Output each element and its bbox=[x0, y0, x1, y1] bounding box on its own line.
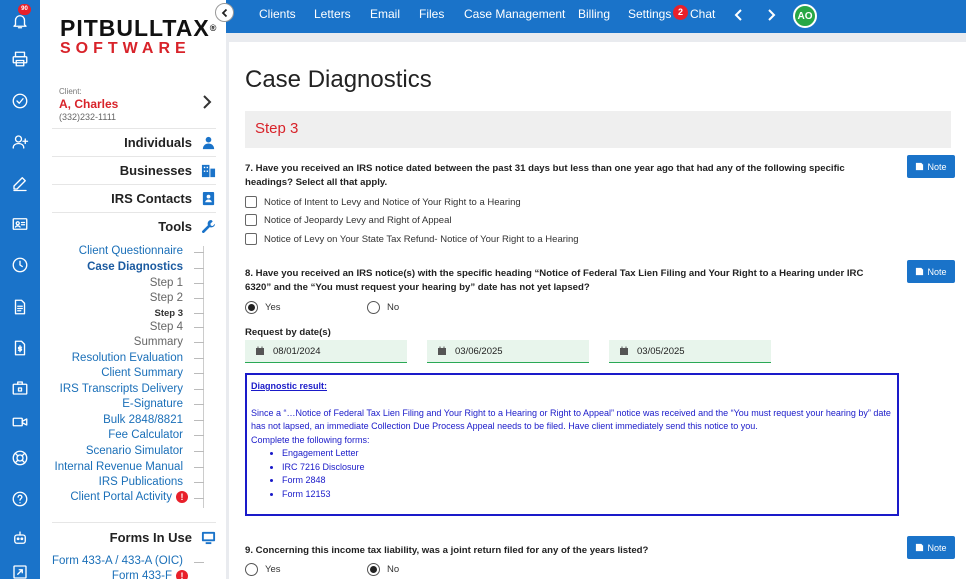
export-icon[interactable] bbox=[8, 560, 32, 579]
page-title: Case Diagnostics bbox=[245, 66, 432, 93]
chevron-right-icon[interactable] bbox=[200, 94, 214, 110]
list-item: • Form 12153 bbox=[282, 488, 893, 502]
date-field-3[interactable] bbox=[609, 340, 771, 363]
main-content bbox=[229, 42, 966, 579]
diagnostic-result-box bbox=[245, 373, 899, 516]
q9-yes-radio[interactable] bbox=[245, 563, 281, 576]
nav-files[interactable]: Files bbox=[419, 7, 445, 21]
notification-badge: 90 bbox=[18, 4, 31, 15]
contact-book-icon bbox=[200, 190, 216, 206]
nav-clients[interactable]: Clients bbox=[259, 7, 296, 21]
check-circle-icon[interactable] bbox=[8, 89, 32, 113]
step-title: Step 3 bbox=[255, 120, 299, 137]
tool-irs-publications[interactable]: IRS Publications bbox=[98, 476, 183, 488]
radio[interactable] bbox=[245, 301, 258, 314]
checkbox[interactable] bbox=[245, 233, 257, 245]
printer-icon[interactable] bbox=[8, 47, 32, 71]
note-label: Note bbox=[927, 266, 947, 277]
monitor-icon bbox=[200, 530, 216, 546]
note-button[interactable] bbox=[907, 155, 955, 178]
section-individuals[interactable] bbox=[52, 128, 216, 155]
video-icon[interactable] bbox=[8, 410, 32, 434]
q8-yes-radio[interactable] bbox=[245, 301, 281, 314]
list-item: • Engagement Letter bbox=[282, 447, 893, 461]
calendar-icon bbox=[437, 346, 447, 356]
q9-no-radio[interactable] bbox=[367, 563, 399, 576]
q7-option-1[interactable] bbox=[245, 196, 521, 208]
client-label: Client: bbox=[59, 87, 82, 96]
tool-client-questionnaire[interactable]: Client Questionnaire bbox=[78, 245, 183, 257]
option-label: Notice of Intent to Levy and Notice of Your Right to a Hearing bbox=[264, 196, 521, 208]
option-label: Notice of Levy on Your State Tax Refund- Notice of Your Right to a Hearing bbox=[264, 233, 579, 245]
diagnostic-complete-label: Complete the following forms: bbox=[251, 434, 370, 445]
section-label: Forms In Use bbox=[109, 530, 192, 545]
step-3-link[interactable]: Step 3 bbox=[154, 308, 183, 319]
help-icon[interactable] bbox=[8, 487, 32, 511]
request-dates-label: Request by date(s) bbox=[245, 327, 331, 338]
id-card-icon[interactable] bbox=[8, 212, 32, 236]
person-icon bbox=[200, 134, 216, 150]
radio[interactable] bbox=[367, 301, 380, 314]
radio[interactable] bbox=[367, 563, 380, 576]
summary-link[interactable]: Summary bbox=[133, 336, 183, 348]
checkbox[interactable] bbox=[245, 214, 257, 226]
section-irs-contacts[interactable] bbox=[52, 184, 216, 211]
note-button[interactable] bbox=[907, 536, 955, 559]
radio-label: Yes bbox=[265, 564, 281, 575]
question-8: 8. Have you received an IRS notice(s) with the specific heading “Notice of Federal Tax Lien Filing and Your Right to a Hearing under IRC 6320” and the “You must request your hearing by” date has not yet lapsed? bbox=[245, 268, 864, 293]
form-433a-link[interactable]: Form 433-A / 433-A (OIC) bbox=[51, 555, 183, 567]
robot-icon[interactable] bbox=[8, 526, 32, 550]
clock-icon[interactable] bbox=[8, 253, 32, 277]
nav-letters[interactable]: Letters bbox=[314, 7, 351, 21]
section-forms-in-use[interactable] bbox=[52, 522, 216, 552]
radio-label: No bbox=[387, 564, 400, 575]
required-forms-list bbox=[282, 447, 893, 501]
chevron-right-icon[interactable] bbox=[766, 9, 776, 21]
chevron-left-icon bbox=[220, 8, 230, 18]
pencil-icon[interactable] bbox=[8, 171, 32, 195]
tool-internal-revenue-manual[interactable]: Internal Revenue Manual bbox=[54, 461, 183, 473]
question-7: 7. Have you received an IRS notice dated between the past 31 days but less than one year ago that had any of the following specific headings? Select all that apply. bbox=[245, 163, 845, 188]
dollar-document-icon[interactable] bbox=[8, 336, 32, 360]
question-9: 9. Concerning this income tax liability, was a joint return filed for any of the years listed? bbox=[245, 545, 649, 556]
nav-billing[interactable]: Billing bbox=[578, 7, 611, 21]
lifebuoy-icon[interactable] bbox=[8, 446, 32, 470]
wrench-icon bbox=[200, 218, 216, 234]
q7-option-3[interactable] bbox=[245, 233, 579, 245]
option-label: Notice of Jeopardy Levy and Right of Appeal bbox=[264, 214, 452, 226]
form-label: Form 433-F bbox=[111, 570, 172, 579]
step-2-link[interactable]: Step 2 bbox=[149, 292, 183, 304]
section-label: Businesses bbox=[119, 162, 192, 178]
tool-irs-transcripts-delivery[interactable]: IRS Transcripts Delivery bbox=[59, 383, 183, 395]
tool-fee-calculator[interactable]: Fee Calculator bbox=[108, 429, 183, 441]
diagnostic-body: Since a “…Notice of Federal Tax Lien Filing and Your Right to a Hearing or Right to Appeal” notice was received and the “You must request your hearing by” date has not lapsed, an immediate Collection Due Process Appeal needs to be filed. Have client immediately send this notice to you. bbox=[251, 407, 891, 431]
diagnostic-heading: Diagnostic result: bbox=[251, 381, 328, 391]
note-label: Note bbox=[927, 542, 947, 553]
nav-email[interactable]: Email bbox=[370, 7, 401, 21]
document-icon[interactable] bbox=[8, 295, 32, 319]
nav-settings[interactable]: Settings bbox=[628, 7, 672, 21]
logo-subtext: SOFTWARE bbox=[60, 40, 191, 57]
form-433f-link[interactable] bbox=[112, 570, 188, 579]
tool-scenario-simulator[interactable]: Scenario Simulator bbox=[85, 445, 183, 457]
tool-case-diagnostics[interactable]: Case Diagnostics bbox=[87, 261, 183, 273]
radio-label: Yes bbox=[265, 302, 281, 313]
add-user-icon[interactable] bbox=[8, 130, 32, 154]
q7-option-2[interactable] bbox=[245, 214, 451, 226]
logo-text: PITBULLTAX bbox=[60, 15, 210, 41]
chevron-left-icon[interactable] bbox=[734, 9, 744, 21]
step-header bbox=[245, 111, 951, 148]
step-1-link[interactable]: Step 1 bbox=[149, 277, 183, 289]
checkbox[interactable] bbox=[245, 196, 257, 208]
calendar-icon bbox=[619, 346, 629, 356]
collapse-sidebar-button[interactable] bbox=[215, 3, 234, 22]
tool-client-summary[interactable]: Client Summary bbox=[101, 367, 183, 379]
alert-badge: ! bbox=[176, 570, 188, 579]
registered-mark: ® bbox=[209, 23, 218, 33]
nav-chat[interactable]: Chat bbox=[690, 7, 716, 21]
note-button[interactable] bbox=[907, 260, 955, 283]
tool-e-signature[interactable]: E-Signature bbox=[122, 398, 183, 410]
sidebar bbox=[40, 0, 226, 579]
date-value: 08/01/2024 bbox=[273, 345, 321, 357]
note-icon bbox=[915, 267, 924, 276]
user-avatar[interactable]: AO bbox=[793, 4, 817, 28]
logo bbox=[60, 16, 217, 58]
date-field-1[interactable] bbox=[245, 340, 407, 363]
list-item: • IRC 7216 Disclosure bbox=[282, 461, 893, 475]
alert-badge: ! bbox=[176, 491, 188, 503]
note-label: Note bbox=[927, 161, 947, 172]
q8-no-radio[interactable] bbox=[367, 301, 399, 314]
radio-label: No bbox=[387, 302, 400, 313]
calendar-icon bbox=[255, 346, 265, 356]
section-businesses[interactable] bbox=[52, 156, 216, 183]
note-icon bbox=[915, 543, 924, 552]
tools-tree-line bbox=[203, 246, 204, 508]
step-4-link[interactable]: Step 4 bbox=[149, 321, 183, 333]
briefcase-lock-icon[interactable] bbox=[8, 376, 32, 400]
section-label: Individuals bbox=[124, 134, 192, 150]
date-value: 03/06/2025 bbox=[455, 345, 503, 357]
note-icon bbox=[915, 162, 924, 171]
section-tools[interactable] bbox=[52, 212, 216, 239]
chat-badge: 2 bbox=[673, 5, 688, 20]
icon-rail bbox=[0, 0, 40, 579]
nav-case-management[interactable]: Case Management bbox=[464, 7, 566, 21]
radio[interactable] bbox=[245, 563, 258, 576]
top-nav bbox=[226, 0, 966, 33]
tool-label: Client Portal Activity bbox=[70, 491, 172, 504]
list-item: • Form 2848 bbox=[282, 474, 893, 488]
tool-bulk-2848-8821[interactable]: Bulk 2848/8821 bbox=[103, 414, 183, 426]
section-label: IRS Contacts bbox=[111, 190, 192, 206]
date-field-2[interactable] bbox=[427, 340, 589, 363]
tool-client-portal-activity[interactable] bbox=[70, 491, 188, 503]
section-label: Tools bbox=[158, 218, 192, 234]
client-phone: (332)232-1111 bbox=[59, 112, 117, 122]
date-value: 03/05/2025 bbox=[637, 345, 685, 357]
client-name[interactable]: A, Charles bbox=[59, 97, 119, 111]
building-icon bbox=[200, 162, 216, 178]
tool-resolution-evaluation[interactable]: Resolution Evaluation bbox=[71, 352, 183, 364]
